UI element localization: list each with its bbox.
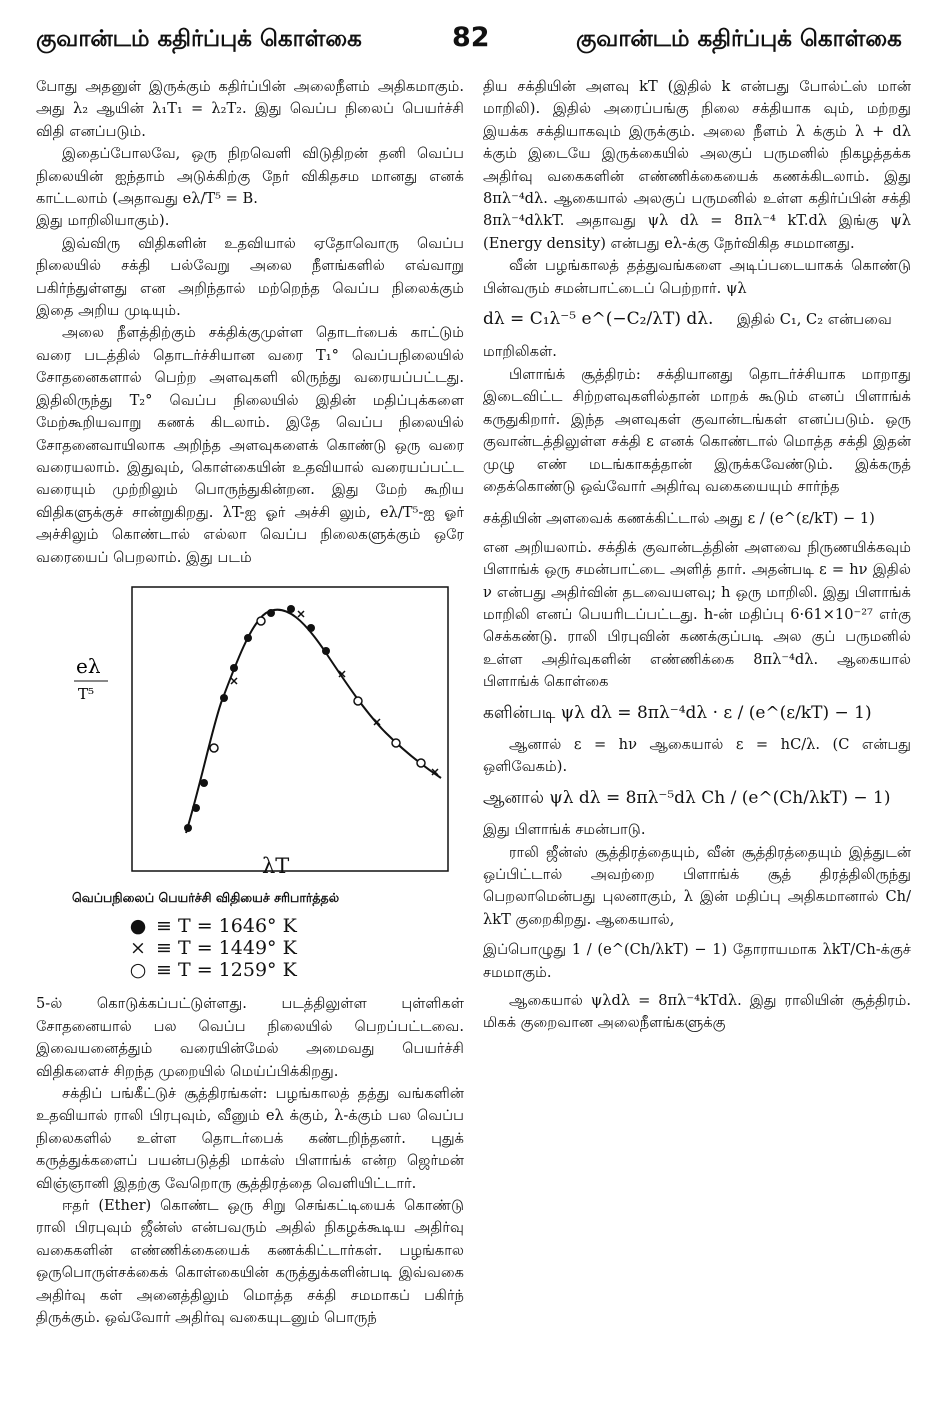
paragraph: சக்திப் பங்கீட்டுச் சூத்திரங்கள்: பழங்காலத் தத்து வங்களின் உதவியால் ராலி பிரபுவும், வீனும் eλ க்கும், λ-க்கும் பல வெப்ப நிலைகளில் உள்ள தொடர்பைக் கண்டறிந்தனர். புதுக் கருத்துக்களைப் பயன்படுத்தி மாக்ஸ் பிளாங்க் என்ற ஜெர்மன் விஞ்ஞானி இதற்கு வேறொரு சூத்திரத்தை வெளியிட்டார். xyxy=(36,1084,464,1192)
paragraph: சக்தியின் அளவைக் கணக்கிட்டால் அது ε / (e^(ε/kT) − 1) xyxy=(483,510,875,528)
wien-equation: dλ = C₁λ⁻⁵ e^(−C₂/λT) dλ. இதில் C₁, C₂ என்பவை xyxy=(483,309,892,330)
point-filled xyxy=(230,664,238,672)
legend-marker-open: ○ xyxy=(129,959,147,982)
point-open xyxy=(417,759,425,767)
right-column xyxy=(483,76,911,1035)
y-axis-label-bottom: T⁵ xyxy=(78,684,95,703)
running-title-left: குவான்டம் கதிர்ப்புக் கொள்கை xyxy=(36,26,362,52)
point-open xyxy=(210,744,218,752)
legend-marker-filled: ● xyxy=(129,915,147,938)
point-filled xyxy=(267,609,275,617)
point-filled xyxy=(200,779,208,787)
point-cross xyxy=(298,611,304,617)
data-points xyxy=(184,605,438,832)
paragraph: இப்பொழுது 1 / (e^(Ch/λkT) − 1) தோராயமாக λkT/Ch-க்குச் சமமாகும். xyxy=(483,941,911,981)
x-axis-label: λT xyxy=(262,853,290,878)
paragraph: ஆனால் ε = hν ஆகையால் ε = hC/λ. (C என்பது ஒளிவேகம்). xyxy=(483,735,911,776)
paragraph: மாறிலிகள். xyxy=(483,343,557,361)
running-title-right: குவான்டம் கதிர்ப்புக் கொள்கை xyxy=(576,26,902,52)
paragraph: இது பிளாங்க் சமன்பாடு. xyxy=(483,821,646,839)
paragraph: அலை நீளத்திற்கும் சக்திக்குமுள்ள தொடர்பைக் காட்டும் வரை படத்தில் தொடர்ச்சியான வரை T₁° வெப்பநிலையில் சோதனைகளால் பெற்ற அளவுகளி லிருந்து வரையப்பட்டது. இதிலிருந்து T₂° வெப்ப நிலையில் இதின் மதிப்புக்களை மேற்கூறியவாறு கணக் கிடலாம். இதே வெப்ப நிலையில் சோதனைவாயிலாக அறிந்த அளவுகளைக் கொண்டு ஒரு வரை வரையலாம். இதுவும், கொள்கையின் உதவியால் வரையப்பட்ட வரையும் முற்றிலும் பொருந்துகின்றன. இது மேற் கூறிய விதிகளுக்குச் சான்றுகிறது. λT-ஐ ஓர் அச்சி லும், eλ/T⁵-ஐ ஓர் அச்சிலும் கொண்டால் எல்லா வெப்ப நிலைகளுக்கும் ஒரே வரையைப் பெறலாம். இது படம் xyxy=(36,324,464,566)
planck-equation-step: களின்படி ψλ dλ = 8πλ⁻⁴dλ · ε / (e^(ε/kT) − 1) xyxy=(483,702,872,723)
planck-equation: ஆனால் ψλ dλ = 8πλ⁻⁵dλ Ch / (e^(Ch/λkT) − 1) xyxy=(483,787,891,808)
point-filled xyxy=(307,624,315,632)
left-column xyxy=(36,76,464,1329)
paragraph: 5-ல் கொடுக்கப்பட்டுள்ளது. படத்திலுள்ள புள்ளிகள் சோதனையால் பல வெப்ப நிலையில் பெறப்பட்டவை. இவையனைத்தும் வரையின்மேல் அமைவது பெயர்ச்சி விதிகளைச் சிறந்த முறையில் மெய்ப்பிக்கிறது. xyxy=(36,995,464,1080)
legend-marker-cross: × xyxy=(130,937,146,960)
paragraph: பிளாங்க் சூத்திரம்: சக்தியானது தொடர்ச்சியாக மாறாது இடைவிட்ட சிற்றளவுகளில்தான் மாறக் கூடும் எனப் பிளாங்க் கருதுகிறார். இந்த அளவுகள் குவான்டங்கள் எனப்படும். ஒரு குவான்டத்திலுள்ள சக்தி ε எனக் கொண்டால் மொத்த சக்தி இதன் முழு எண் மடங்காகத்தான் இருக்கவேண்டும். இக்கருத் தைக்கொண்டு ஒவ்வோர் அதிர்வு வகையையும் சார்ந்த xyxy=(483,365,911,495)
legend-entry: × ≡ T = 1449° K xyxy=(126,937,464,959)
paragraph: ஆகையால் ψλdλ = 8πλ⁻⁴kTdλ. இது ராலியின் சூத்திரம். மிகக் குறைவான அலைநீளங்களுக்கு xyxy=(483,992,911,1032)
paragraph: இவ்விரு விதிகளின் உதவியால் ஏதோவொரு வெப்ப நிலையில் சக்தி பல்வேறு அலை நீளங்களில் எவ்வாறு பகிர்ந்துள்ளது என அறிந்தால் மற்றெந்த வெப்ப நிலைக்கும் இதை அறிய முடியும். xyxy=(36,234,464,320)
legend-entry: ○ ≡ T = 1259° K xyxy=(126,959,464,981)
paragraph: என அறியலாம். சக்திக் குவான்டத்தின் அளவை நிருணயிக்கவும் பிளாங்க் ஒரு சமன்பாட்டை அளித் தார். அதன்படி ε = hν இதில் ν என்பது அதிர்வின் தடவையளவு; h ஒரு மாறிலி. இது பிளாங்க் மாறிலி எனப் பெயரிடப்பட்டது. h-ன் மதிப்பு 6·61×10⁻²⁷ எர்கு செக்கண்டு. ராலி பிரபுவின் கணக்குப்படி அல குப் பருமனில் உள்ள அதிர்வுகளின் எண்ணிக்கை 8πλ⁻⁴dλ. ஆகையால் பிளாங்க் கொள்கை xyxy=(483,538,911,691)
point-filled xyxy=(192,804,200,812)
figure-legend xyxy=(126,915,464,981)
figure-5 xyxy=(36,583,464,883)
plot-frame xyxy=(132,587,448,871)
point-filled xyxy=(322,647,330,655)
figure-caption: வெப்பநிலைப் பெயர்ச்சி விதியைச் சரிபார்த்தல் xyxy=(72,889,340,905)
paragraph: இதைப்போலவே, ஒரு நிறவெளி விடுதிறன் தனி வெப்ப நிலையின் ஐந்தாம் அடுக்கிற்கு நேர் விகிதசம மானது எனக் காட்டலாம் (அதாவது eλ/T⁵ = B. xyxy=(36,145,464,208)
point-open xyxy=(354,697,362,705)
paragraph: ஈதர் (Ether) கொண்ட ஒரு சிறு செங்கட்டியைக் கொண்டு ராலி பிரபுவும் ஜீன்ஸ் என்பவரும் அதில் நிகழக்கூடிய அதிர்வு வகைகளின் எண்ணிக்கையைக் கணக்கிட்டார்கள். பழங்கால ஒருபொருள்சக்கைக் கொள்கையின் கருத்துக்களின்படி இவ்வகை அதிர்வு கள் அனைத்திலும் மொத்த சக்தி சமமாகப் பகிர்ந் திருக்கும். ஒவ்வோர் அதிர்வு வகையுடனும் பொருந் xyxy=(36,1197,464,1327)
curve-line xyxy=(186,610,441,833)
point-filled xyxy=(244,634,252,642)
legend-entry: ● ≡ T = 1646° K xyxy=(126,915,464,937)
paragraph: இது மாறிலியாகும்). xyxy=(36,212,170,230)
point-filled xyxy=(287,605,295,613)
y-axis-label-top: eλ xyxy=(76,653,101,678)
paragraph: ராலி ஜீன்ஸ் சூத்திரத்தையும், வீன் சூத்திரத்தையும் இத்துடன் ஒப்பிட்டால் அவற்றை பிளாங்க் சூத் திரத்திலிருந்து பெறலாமென்பது புலனாகும், λ இன் மதிப்பு அதிகமானால் Ch/λkT குறைகிறது. ஆகையால், xyxy=(483,843,911,928)
paragraph: வீன் பழங்காலத் தத்துவங்களை அடிப்படையாகக் கொண்டு பின்வரும் சமன்பாட்டைப் பெற்றார். ψλ xyxy=(483,257,911,297)
paragraph: போது அதனுள் இருக்கும் கதிர்ப்பின் அலைநீளம் அதிகமாகும். அது λ₂ ஆயின் λ₁T₁ = λ₂T₂. இது வெப்ப நிலைப் பெயர்ச்சி விதி எனப்படும். xyxy=(36,78,464,140)
displacement-law-plot xyxy=(36,583,464,883)
page-number: 82 xyxy=(452,22,490,53)
page-header xyxy=(0,0,940,60)
point-cross xyxy=(231,678,237,684)
point-filled xyxy=(220,694,228,702)
point-open xyxy=(257,617,265,625)
paragraph: திய சக்தியின் அளவு kT (இதில் k என்பது போல்ட்ஸ் மான் மாறிலி). இதில் அரைப்பங்கு நிலை சக்தியாக வும், மற்றது இயக்க சக்தியாகவும் இருக்கும். அலை நீளம் λ க்கும் λ + dλ க்கும் இடையே இருக்கையில் அலகுப் பருமனில் நிகழத்தக்க அதிர்வு வகைகளின் எண்ணிக்கையைக் கணக்கிடலாம். இது 8πλ⁻⁴dλ. ஆகையால் அலகுப் பருமனில் உள்ள கதிர்ப்பின் சக்தி 8πλ⁻⁴dλkT. அதாவது ψλ dλ = 8πλ⁻⁴ kT.dλ இங்கு ψλ (Energy density) என்பது eλ-க்கு நேர்விகித சமமானது. xyxy=(483,78,911,252)
point-filled xyxy=(184,824,192,832)
point-open xyxy=(392,739,400,747)
